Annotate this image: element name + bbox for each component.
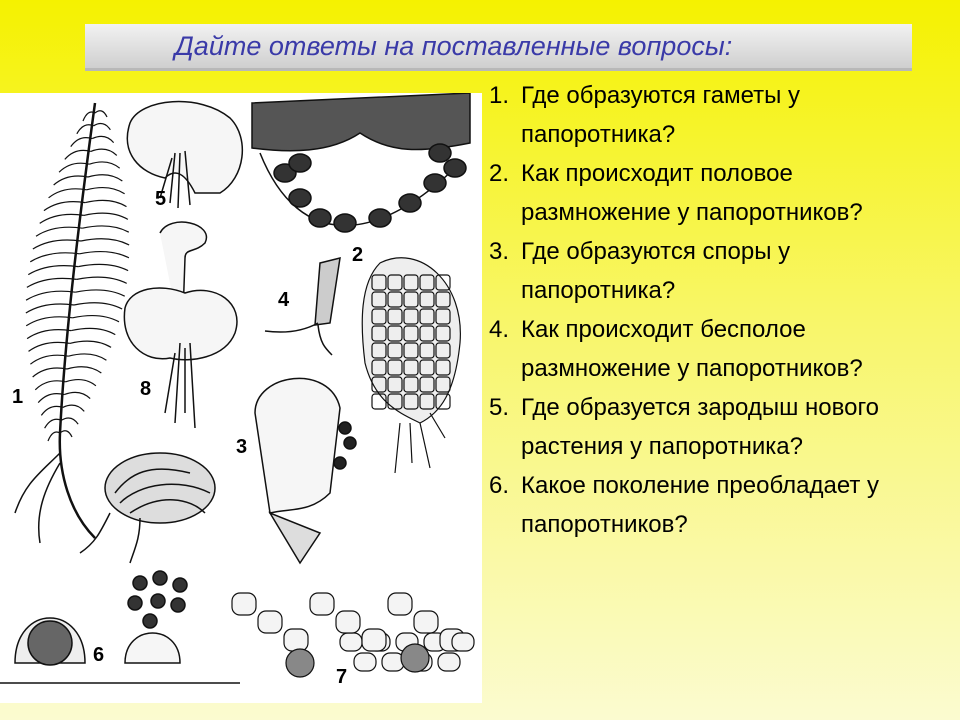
figure-number-6: 6 — [93, 644, 105, 666]
question-item — [489, 388, 929, 466]
question-item — [489, 466, 929, 544]
question-text: Какое поколение преобладает у папоротников? — [521, 472, 880, 538]
question-text: Где образуются споры у папоротника? — [521, 238, 791, 304]
slide-title-bar — [85, 24, 912, 68]
archegonium-drawing-3 — [255, 378, 356, 563]
fertilization-cells-drawing-7 — [232, 593, 474, 677]
question-list — [489, 76, 929, 544]
question-number: 5. — [489, 394, 510, 421]
question-text: Как происходит бесполое размножение у папоротников? — [521, 316, 863, 382]
question-item — [489, 232, 929, 310]
question-item — [489, 154, 929, 232]
figure-number-1: 1 — [12, 386, 24, 408]
question-number: 3. — [489, 238, 510, 265]
figure-number-2: 2 — [352, 244, 364, 266]
antheridium-drawing-6 — [0, 571, 240, 683]
antheridia-prothallus-drawing — [362, 258, 460, 473]
question-number: 2. — [489, 160, 510, 187]
question-item — [489, 310, 929, 388]
figure-number-5: 5 — [155, 188, 167, 210]
figure-number-4: 4 — [278, 289, 290, 311]
question-number: 1. — [489, 82, 510, 109]
question-text: Как происходит половое размножение у папоротников? — [521, 160, 863, 226]
question-number: 6. — [489, 472, 510, 499]
question-text: Где образуется зародыш нового растения у папоротника? — [521, 394, 880, 460]
fern-illustration-svg — [0, 93, 482, 703]
question-number: 4. — [489, 316, 510, 343]
figure-number-7: 7 — [336, 666, 348, 688]
sorus-section-drawing-2 — [252, 93, 470, 232]
prothallus-drawing-5 — [127, 102, 242, 208]
question-text: Где образуются гаметы у папоротника? — [521, 82, 801, 148]
fern-life-cycle-illustration — [0, 93, 482, 703]
spore-germination-drawing-4 — [265, 258, 340, 355]
figure-number-8: 8 — [140, 378, 152, 400]
question-item — [489, 76, 929, 154]
slide-title: Дайте ответы на поставленные вопросы: — [174, 30, 733, 61]
figure-number-3: 3 — [236, 436, 248, 458]
